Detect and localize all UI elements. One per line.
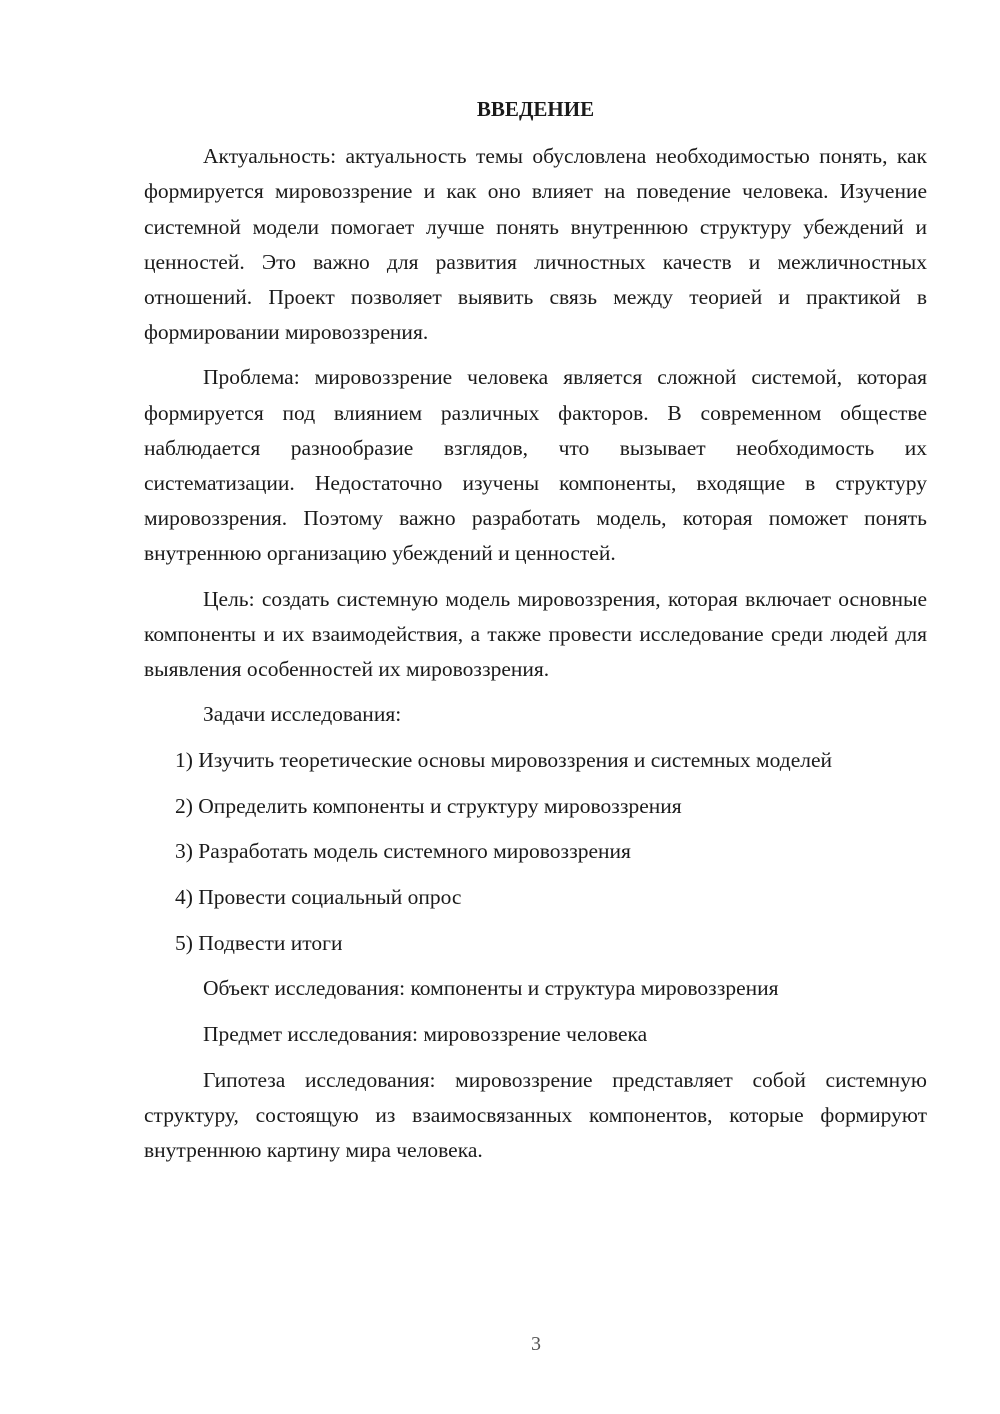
research-object: Объект исследования: компоненты и структура мировоззрения [203, 976, 779, 1001]
research-subject: Предмет исследования: мировоззрение человека [203, 1022, 648, 1047]
page-number: 3 [531, 1333, 541, 1355]
relevance-paragraph: Актуальность: актуальность темы обусловлена необходимостью понять, как формируется мировоззрение и как оно влияет на поведение человека. Изучение системной модели помогает лучше понять внутреннюю структуру убеждений и ценностей. Это важно для развития личностных качеств и межличностных отношений. Проект позволяет выявить связь между теорией и практикой в формировании мировоззрения. [144, 144, 927, 345]
task-item-1: 1) Изучить теоретические основы мировоззрения и системных моделей [175, 747, 833, 772]
task-item-2: 2) Определить компоненты и структуру мировоззрения [175, 793, 682, 818]
goal-paragraph: Цель: создать системную модель мировоззрения, которая включает основные компоненты и их взаимодействия, а также провести исследование среди людей для выявления особенностей их мировоззрения. [144, 586, 927, 682]
tasks-title: Задачи исследования: [203, 702, 402, 727]
task-item-4: 4) Провести социальный опрос [175, 885, 462, 910]
task-item-5: 5) Подвести итоги [175, 930, 343, 955]
document-page [144, 92, 927, 1178]
problem-paragraph: Проблема: мировоззрение человека является сложной системой, которая формируется под влиянием различных факторов. В современном обществе наблюдается разнообразие взглядов, что вызывает необходимость их систематизации. Недостаточно изучены компоненты, входящие в структуру мировоззрения. Поэтому важно разработать модель, которая поможет понять внутреннюю организацию убеждений и ценностей. [144, 365, 927, 566]
task-item-3: 3) Разработать модель системного мировоззрения [175, 839, 631, 864]
tasks-list [144, 743, 927, 961]
hypothesis-paragraph: Гипотеза исследования: мировоззрение представляет собой системную структуру, состоящую из взаимосвязанных компонентов, которые формируют внутреннюю картину мира человека. [144, 1067, 927, 1163]
page-title: ВВЕДЕНИЕ [476, 97, 595, 121]
